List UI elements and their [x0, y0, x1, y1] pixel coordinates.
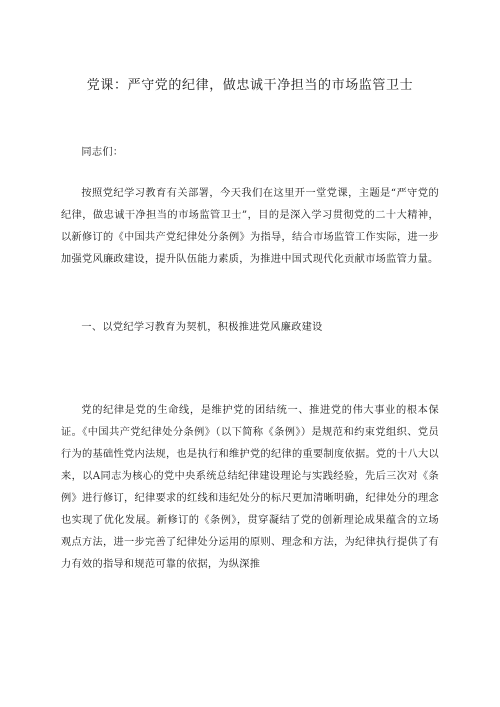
salutation: 同志们： [81, 147, 124, 158]
section-heading-1: 一、以党纪学习教育为契机，积极推进党风廉政建设 [81, 322, 323, 333]
paragraph-1: 按照党纪学习教育有关部署，今天我们在这里开一堂党课，主题是“严守党的纪律，做忠诚干净担当的市场监管卫士”，目的是深入学习贯彻党的二十大精神，以新修订的《中国共产党纪律处分条例》为指导，结合市场监管工作实际，进一步加强党风廉政建设，提升队伍能力素质，为推进中国式现代化贡献市场监管力量。 [61, 188, 439, 265]
document-title: 党课：严守党的纪律，做忠诚干净担当的市场监管卫士 [86, 78, 414, 93]
paragraph-2: 党的纪律是党的生命线，是维护党的团结统一、推进党的伟大事业的根本保证。《中国共产党纪律处分条例》（以下简称《条例》）是规范和约束党组织、党员行为的基础性党内法规，也是执行和维护党的纪律的重要制度依据。党的十八大以来，以A同志为核心的党中央系统总结纪律建设理论与实践经验，先后三次对《条例》进行修订，纪律要求的红线和违纪处分的标尺更加清晰明确，纪律处分的理念也实现了优化发展。新修订的《条例》，贯穿凝结了党的创新理论成果蕴含的立场观点方法，进一步完善了纪律处分运用的原则、理念和方法，为纪律执行提供了有力有效的指导和规范可靠的依据，为纵深推 [61, 405, 439, 570]
